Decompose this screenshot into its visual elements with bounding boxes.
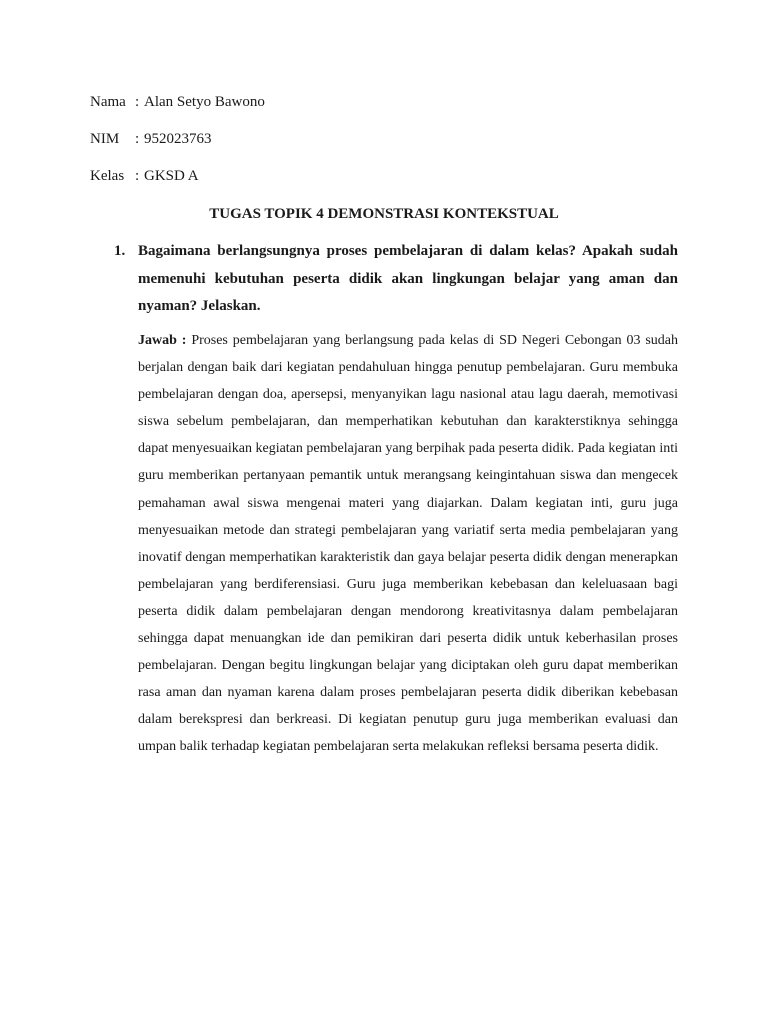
kelas-value: GKSD A [144,168,199,184]
nim-label: NIM [90,131,120,147]
nim-row [90,130,212,148]
answer-paragraph [138,327,678,761]
name-separator: : [135,94,140,110]
answer-label: Jawab : [138,333,187,348]
document-title: TUGAS TOPIK 4 DEMONSTRASI KONTEKSTUAL [209,206,559,222]
nim-separator: : [135,131,140,147]
question-number: 1. [114,243,126,259]
kelas-separator: : [135,168,140,184]
name-row [90,93,265,111]
question-text: Bagaimana berlangsungnya proses pembelajaran di dalam kelas? Apakah sudah memenuhi kebutuhan peserta didik akan lingkungan belajar yang aman dan nyaman? Jelaskan. [138,243,678,314]
name-label: Nama [90,94,126,110]
answer-text: Proses pembelajaran yang berlangsung pada kelas di SD Negeri Cebongan 03 sudah berjalan dengan baik dari kegiatan pendahuluan hingga penutup pembelajaran. Guru membuka pembelajaran dengan doa, apersepsi, menyanyikan lagu nasional atau lagu daerah, memotivasi siswa sebelum pembelajaran, dan memperhatikan kebutuhan dan karakterstiknya sehingga dapat menyesuaikan kegiatan pembelajaran yang berpihak pada peserta didik. Pada kegiatan inti guru memberikan pertanyaan pemantik untuk merangsang keingintahuan siswa dan mengecek pemahaman awal siswa mengenai materi yang diajarkan. Dalam kegiatan inti, guru juga menyesuaikan metode dan strategi pembelajaran yang variatif serta media pembelajaran yang inovatif dengan memperhatikan karakteristik dan gaya belajar peserta didik dengan menerapkan pembelajaran yang berdiferensiasi. Guru juga memberikan kebebasan dan keleluasaan bagi peserta didik dalam pembelajaran dengan mendorong kreativitasnya dalam pembelajaran sehingga dapat menuangkan ide dan pemikiran dari peserta didik untuk keberhasilan proses pembelajaran. Dengan begitu lingkungan belajar yang diciptakan oleh guru dapat memberikan rasa aman dan nyaman karena dalam proses pembelajaran peserta didik diberikan kebebasan dalam berekspresi dan berkreasi. Di kegiatan penutup guru juga memberikan evaluasi dan umpan balik terhadap kegiatan pembelajaran serta melakukan refleksi bersama peserta didik. [138,333,678,755]
nim-value: 952023763 [144,131,212,147]
kelas-row [90,167,199,185]
kelas-label: Kelas [90,168,125,184]
name-value: Alan Setyo Bawono [144,94,265,110]
question-item [114,238,678,321]
